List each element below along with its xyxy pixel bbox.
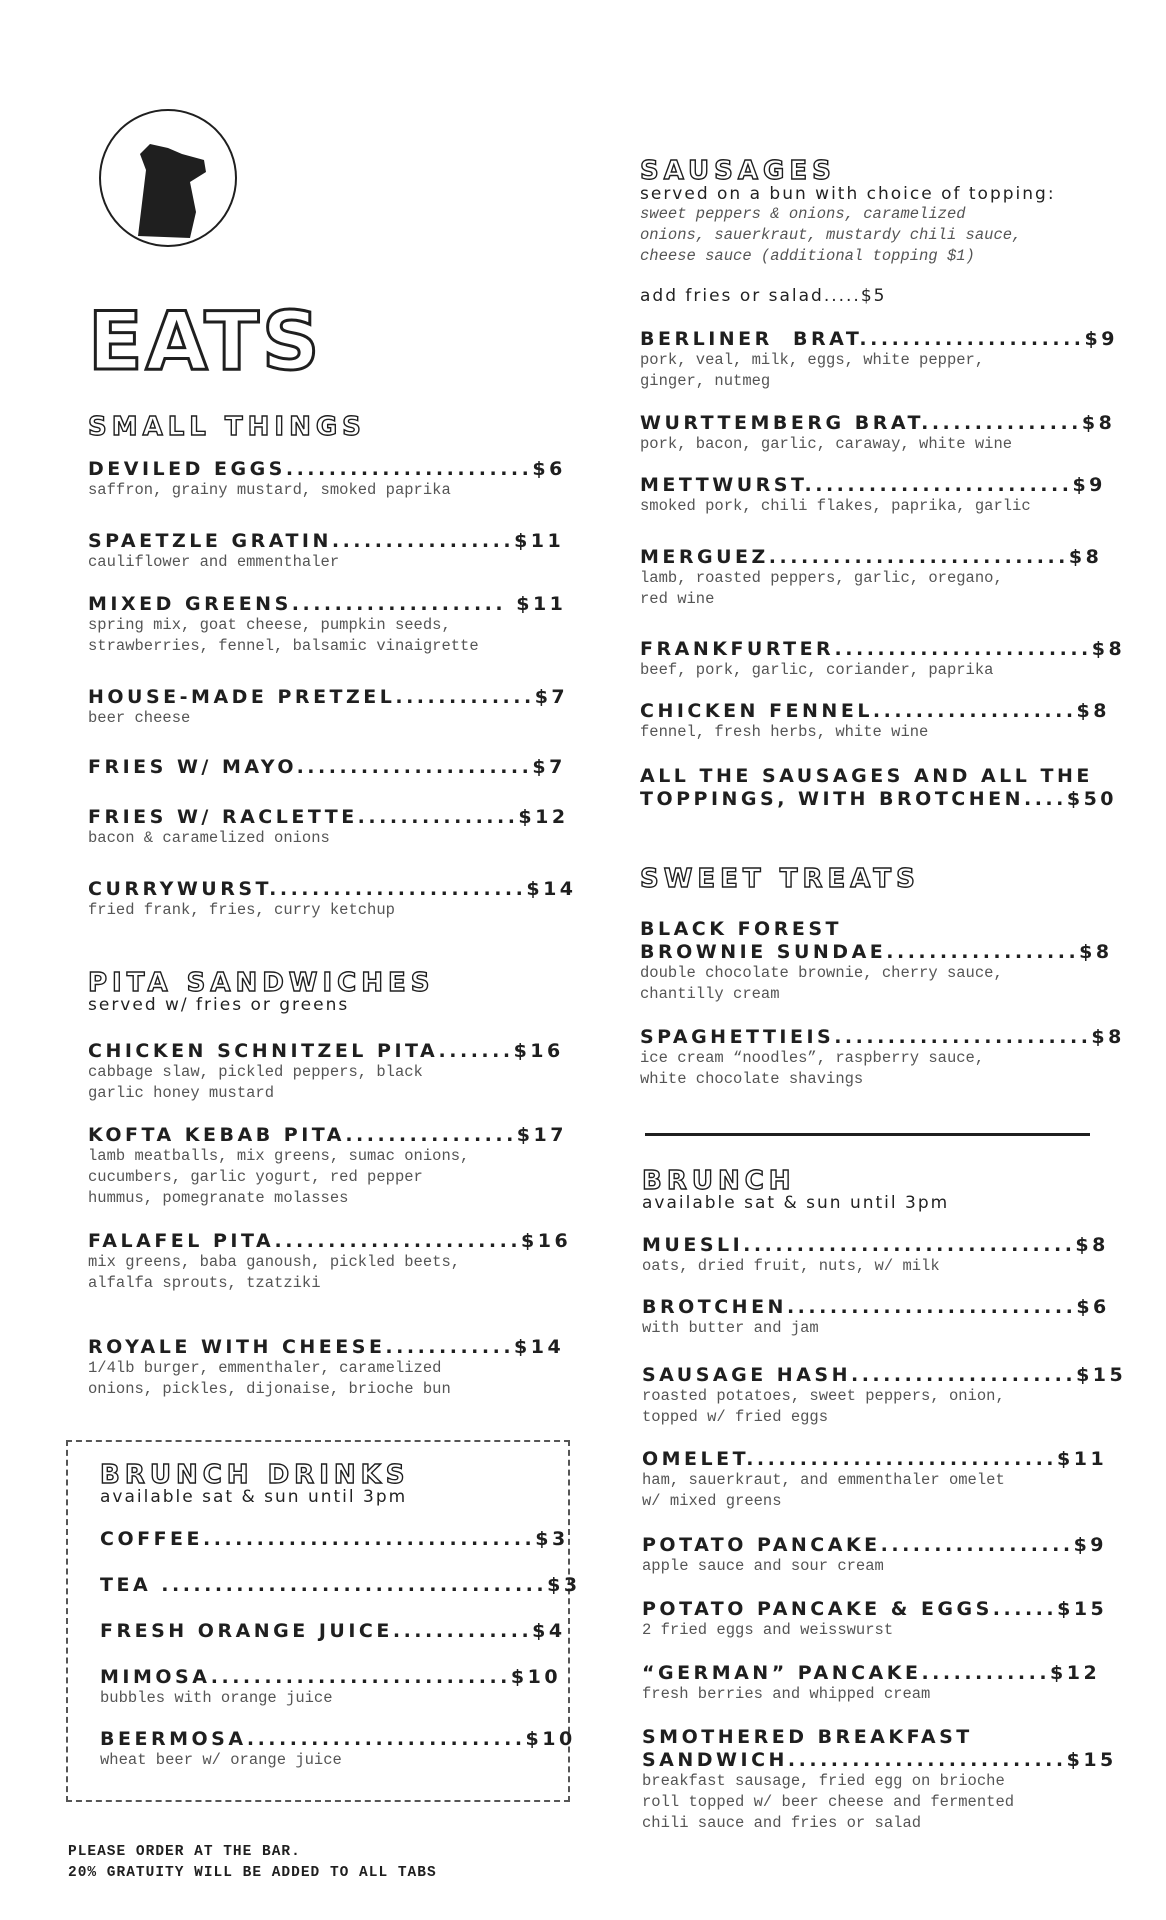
menu-item-name: BERLINER BRAT.....................$9 [640,328,1118,350]
menu-item-description: mix greens, baba ganoush, pickled beets, [88,1253,461,1271]
menu-item-description: bubbles with orange juice [100,1689,333,1707]
menu-item-name: ROYALE WITH CHEESE............$14 [88,1336,565,1358]
menu-item-name: SPAETZLE GRATIN.................$11 [88,530,565,552]
menu-item-description: w/ mixed greens [642,1492,782,1510]
menu-item-name: BEERMOSA..........................$10 [100,1728,576,1750]
menu-item-description: apple sauce and sour cream [642,1557,884,1575]
menu-item-description: saffron, grainy mustard, smoked paprika [88,481,451,499]
menu-item-name: MIMOSA............................$10 [100,1666,562,1688]
sausages-toppings-line: sweet peppers & onions, caramelized [640,205,966,223]
sausages-heading: SAUSAGES [640,156,836,186]
menu-item-description: cabbage slaw, pickled peppers, black [88,1063,423,1081]
brunch-heading: BRUNCH [642,1166,796,1196]
menu-item-description: strawberries, fennel, balsamic vinaigrette [88,637,479,655]
small-things-heading: SMALL THINGS [88,412,366,442]
menu-item-description: topped w/ fried eggs [642,1408,829,1426]
menu-item-name: POTATO PANCAKE & EGGS......$15 [642,1598,1108,1620]
brunch-subtitle: available sat & sun until 3pm [642,1193,950,1213]
page-title: EATS [88,295,323,388]
menu-item-name: FRIES W/ RACLETTE...............$12 [88,806,569,828]
menu-item-name: FRANKFURTER........................$8 [640,638,1126,660]
menu-item-description: roasted potatoes, sweet peppers, onion, [642,1387,1005,1405]
menu-item-name: CHICKEN SCHNITZEL PITA.......$16 [88,1040,564,1062]
menu-item-name: DEVILED EGGS.......................$6 [88,458,566,480]
pita-sandwiches-subtitle: served w/ fries or greens [88,995,350,1015]
menu-item-description: ice cream “noodles”, raspberry sauce, [640,1049,985,1067]
menu-item-description: 2 fried eggs and weisswurst [642,1621,894,1639]
sausages-toppings-line: onions, sauerkraut, mustardy chili sauce, [640,226,1022,244]
menu-item-description: pork, veal, milk, eggs, white pepper, [640,351,985,369]
sausages-toppings-line: cheese sauce (additional topping $1) [640,247,975,265]
brunch-drinks-subtitle: available sat & sun until 3pm [100,1487,408,1507]
menu-item-description: breakfast sausage, fried egg on brioche [642,1772,1005,1790]
menu-item-description: smoked pork, chili flakes, paprika, garlic [640,497,1031,515]
menu-item-description: 1/4lb burger, emmenthaler, caramelized [88,1359,442,1377]
menu-item-description: bacon & caramelized onions [88,829,330,847]
menu-item-description: with butter and jam [642,1319,819,1337]
menu-item-name: TEA ....................................$3 [100,1574,581,1596]
sweet-treats-heading: SWEET TREATS [640,864,920,894]
menu-item-name: MUESLI...............................$8 [642,1234,1109,1256]
menu-item-description: chantilly cream [640,985,780,1003]
section-divider [645,1133,1090,1136]
menu-item-name: SAUSAGE HASH.....................$15 [642,1364,1127,1386]
menu-item-description: ginger, nutmeg [640,372,771,390]
menu-item-description: fennel, fresh herbs, white wine [640,723,929,741]
menu-item-name: BLACK FOREST [640,918,842,940]
menu-item-description: red wine [640,590,715,608]
menu-item-name: “GERMAN” PANCAKE............$12 [642,1662,1101,1684]
bear-logo [98,108,238,248]
brunch-drinks-heading: BRUNCH DRINKS [100,1460,410,1490]
menu-item-description: alfalfa sprouts, tzatziki [88,1274,321,1292]
menu-item-name: FRESH ORANGE JUICE.............$4 [100,1620,566,1642]
menu-item-name: SMOTHERED BREAKFAST [642,1726,973,1748]
footer-gratuity-note: 20% GRATUITY WILL BE ADDED TO ALL TABS [68,1865,437,1881]
menu-item-description: fried frank, fries, curry ketchup [88,901,395,919]
menu-item-name: OMELET.............................$11 [642,1448,1108,1470]
menu-item-description: fresh berries and whipped cream [642,1685,931,1703]
menu-item-description: lamb, roasted peppers, garlic, oregano, [640,569,1003,587]
menu-item-description: onions, pickles, dijonaise, brioche bun [88,1380,451,1398]
menu-item-description: hummus, pomegranate molasses [88,1189,349,1207]
sausages-special: TOPPINGS, WITH BROTCHEN....$50 [640,788,1118,810]
menu-item-name: WURTTEMBERG BRAT...............$8 [640,412,1116,434]
menu-item-name: MIXED GREENS.................... $11 [88,593,567,615]
menu-item-description: beer cheese [88,709,191,727]
sausages-subtitle: served on a bun with choice of topping: [640,184,1056,204]
menu-item-description: ham, sauerkraut, and emmenthaler omelet [642,1471,1005,1489]
menu-item-name: POTATO PANCAKE..................$9 [642,1534,1108,1556]
menu-item-description: lamb meatballs, mix greens, sumac onions, [88,1147,470,1165]
sausages-special: ALL THE SAUSAGES AND ALL THE [640,765,1093,787]
menu-item-description: spring mix, goat cheese, pumpkin seeds, [88,616,451,634]
menu-item-name: MERGUEZ............................$8 [640,546,1103,568]
menu-item-description: cucumbers, garlic yogurt, red pepper [88,1168,423,1186]
menu-item-name: FRIES W/ MAYO......................$7 [88,756,566,778]
menu-item-name: BROTCHEN...........................$6 [642,1296,1110,1318]
menu-item-name: BROWNIE SUNDAE..................$8 [640,941,1113,963]
menu-item-description: pork, bacon, garlic, caraway, white wine [640,435,1013,453]
sausages-add-on: add fries or salad.....$5 [640,286,887,306]
menu-item-name: SANDWICH..........................$15 [642,1749,1117,1771]
footer-order-note: PLEASE ORDER AT THE BAR. [68,1844,301,1860]
menu-item-description: roll topped w/ beer cheese and fermented [642,1793,1015,1811]
menu-item-name: KOFTA KEBAB PITA................$17 [88,1124,567,1146]
menu-item-description: wheat beer w/ orange juice [100,1751,342,1769]
menu-item-name: COFFEE...............................$3 [100,1528,569,1550]
pita-sandwiches-heading: PITA SANDWICHES [88,968,435,998]
menu-item-name: CURRYWURST........................$14 [88,878,577,900]
menu-item-description: oats, dried fruit, nuts, w/ milk [642,1257,940,1275]
menu-item-name: SPAGHETTIEIS........................$8 [640,1026,1125,1048]
menu-item-description: beef, pork, garlic, coriander, paprika [640,661,994,679]
menu-item-name: CHICKEN FENNEL...................$8 [640,700,1111,722]
menu-item-name: HOUSE-MADE PRETZEL.............$7 [88,686,569,708]
menu-item-description: chili sauce and fries or salad [642,1814,922,1832]
menu-item-name: METTWURST.........................$9 [640,474,1106,496]
menu-item-name: FALAFEL PITA.......................$16 [88,1230,572,1252]
menu-item-description: white chocolate shavings [640,1070,864,1088]
menu-item-description: cauliflower and emmenthaler [88,553,340,571]
menu-item-description: garlic honey mustard [88,1084,275,1102]
menu-item-description: double chocolate brownie, cherry sauce, [640,964,1003,982]
